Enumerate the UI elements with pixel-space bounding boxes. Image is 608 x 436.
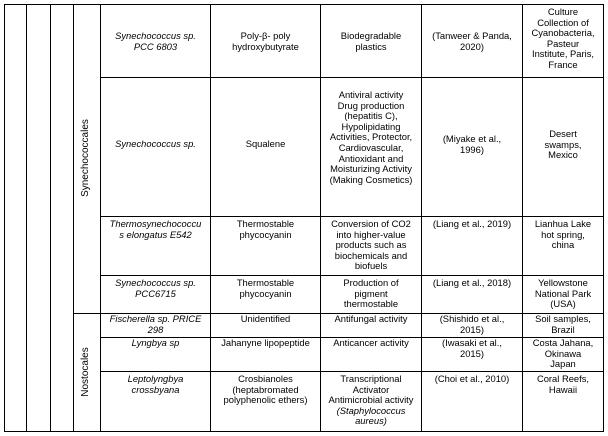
cell-application: Conversion of CO2 into higher-value products such as biochemicals and biofuels bbox=[331, 218, 411, 272]
cell-species: Synechococcus sp. bbox=[115, 138, 196, 149]
column-divider bbox=[73, 4, 74, 432]
group-label-synechococcales: Synechococcales bbox=[80, 119, 91, 197]
cell-reference: (Iwasaki et al., 2015) bbox=[442, 337, 502, 359]
cell-application: Transcriptional Activator Antimicrobial activity (Staphylococcus aureus) bbox=[328, 373, 414, 427]
cell-source: Coral Reefs, Hawaii bbox=[536, 373, 590, 395]
cell-compound: Squalene bbox=[245, 138, 286, 149]
cell-species: Synechococcus sp. PCC6715 bbox=[115, 277, 196, 299]
cell-compound: Thermostable phycocyanin bbox=[236, 218, 295, 240]
row-divider bbox=[100, 216, 604, 217]
cell-compound: Poly-β- poly hydroxybutyrate bbox=[232, 30, 299, 52]
cell-compound: Crosbianoles (heptabromated polyphenolic ethers) bbox=[223, 373, 308, 406]
cell-species: Fischerella sp. PRICE 298 bbox=[109, 313, 202, 335]
cell-species: Lyngbya sp bbox=[131, 337, 180, 348]
table-border-bottom bbox=[4, 431, 604, 432]
cell-application: Antiviral activity Drug production (hepatitis C), Hypolipidating Activities, Protector, Cardiovascular, Antioxidant and Moisturizing Activity (Making Cosmetics) bbox=[329, 89, 413, 185]
cell-source: Soil samples, Brazil bbox=[535, 313, 591, 335]
group-label-nostocales: Nostocales bbox=[80, 347, 91, 397]
cell-application: Antifungal activity bbox=[334, 313, 408, 324]
cell-species: Synechococcus sp. PCC 6803 bbox=[115, 30, 196, 52]
cell-application: Anticancer activity bbox=[333, 337, 409, 348]
table-border-left bbox=[4, 4, 5, 432]
cell-species: Thermosynechococcu s elongatus E542 bbox=[109, 218, 202, 240]
column-divider bbox=[100, 4, 101, 432]
column-divider bbox=[421, 4, 422, 432]
cell-source: Costa Jahana, Okinawa Japan bbox=[532, 337, 594, 370]
cell-reference: (Liang et al., 2019) bbox=[432, 218, 512, 229]
cell-species: Leptolyngbya crossbyana bbox=[127, 373, 184, 395]
column-divider bbox=[50, 4, 51, 432]
cell-application: Production of pigment thermostable bbox=[343, 277, 399, 310]
column-divider bbox=[210, 4, 211, 432]
cell-source: Lianhua Lake hot spring, china bbox=[534, 218, 592, 251]
row-divider bbox=[100, 371, 604, 372]
cell-source: Desert swamps, Mexico bbox=[544, 128, 582, 161]
cell-source: Yellowstone National Park (USA) bbox=[534, 277, 592, 310]
cell-compound: Thermostable phycocyanin bbox=[236, 277, 295, 299]
table-border-top bbox=[4, 4, 604, 5]
column-divider bbox=[320, 4, 321, 432]
cell-reference: (Tanweer & Panda, 2020) bbox=[432, 30, 512, 52]
cell-compound: Unidentified bbox=[240, 313, 291, 324]
cell-application: Biodegradable plastics bbox=[340, 30, 402, 52]
cell-reference: (Choi et al., 2010) bbox=[434, 373, 510, 384]
cell-reference: (Shishido et al., 2015) bbox=[439, 313, 505, 335]
cell-source: Culture Collection of Cyanobacteria, Pasteur Institute, Paris, France bbox=[531, 6, 595, 70]
table-border-right bbox=[603, 4, 604, 432]
row-divider bbox=[100, 275, 604, 276]
cell-compound: Jahanyne lipopeptide bbox=[221, 337, 310, 348]
column-divider bbox=[26, 4, 27, 432]
cell-reference: (Liang et al., 2018) bbox=[432, 277, 512, 288]
cell-reference: (Miyake et al., 1996) bbox=[442, 133, 502, 155]
row-divider bbox=[100, 77, 604, 78]
